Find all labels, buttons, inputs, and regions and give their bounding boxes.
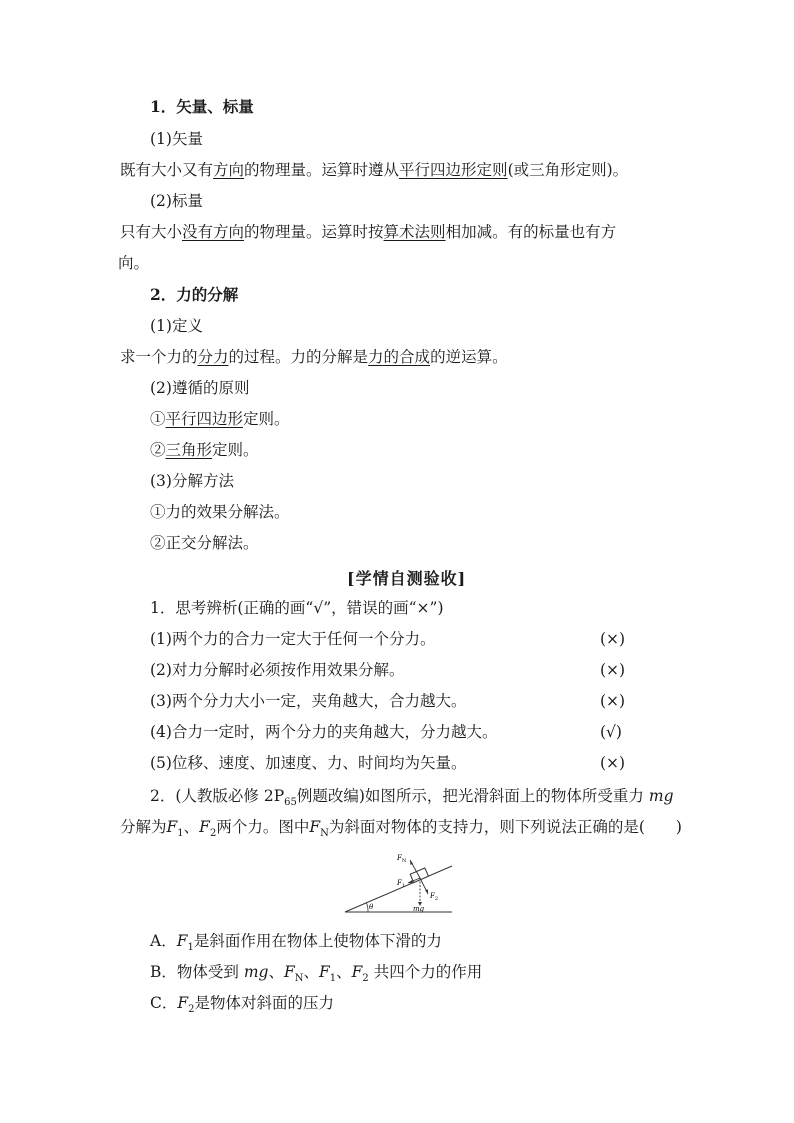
q1-item-1: (1)两个力的合力一定大于任何一个分力。 <box>150 630 436 648</box>
q1-item-2: (2)对力分解时必须按作用效果分解。 <box>150 661 405 679</box>
q1-mark-3: (×) <box>600 692 626 710</box>
option-b[interactable]: B．物体受到 mg、$F_N$、$F_1$、$F_2$ 共四个力的作用 <box>150 963 483 985</box>
q1-mark-4: (√) <box>600 723 622 741</box>
heading-vector-scalar: 1．矢量、标量 <box>150 97 254 116</box>
option-c[interactable]: C．$F_2$是物体对斜面的压力 <box>150 994 335 1016</box>
q1-item-5: (5)位移、速度、加速度、力、时间均为矢量。 <box>150 754 467 772</box>
label-f2: $F_2$ <box>430 892 439 902</box>
paragraph-scalar-cont: 向。 <box>118 254 150 272</box>
principle-1: ①平行四边形定则。 <box>150 410 290 428</box>
method-1: ①力的效果分解法。 <box>150 503 290 521</box>
subheading-vector: (1)矢量 <box>150 130 203 148</box>
q1-item-3: (3)两个分力大小一定，夹角越大，合力越大。 <box>150 692 467 710</box>
incline-line <box>345 866 452 912</box>
paragraph-definition: 求一个力的分力的过程。力的分解是力的合成的逆运算。 <box>120 348 508 366</box>
paragraph-vector: 既有大小又有方向的物理量。运算时遵从平行四边形定则(或三角形定则)。 <box>120 161 629 179</box>
subheading-methods: (3)分解方法 <box>150 472 234 490</box>
incline-diagram <box>340 848 460 918</box>
q1-mark-1: (×) <box>600 630 626 648</box>
q2-stem-line1: 2．(人教版必修 $2P_{65}$例题改编)如图所示，把光滑斜面上的物体所受重力 mg <box>150 787 674 809</box>
label-mg: mg <box>413 905 425 913</box>
method-2: ②正交分解法。 <box>150 534 259 552</box>
principle-2: ②三角形定则。 <box>150 441 259 459</box>
block <box>410 868 428 883</box>
subheading-principles: (2)遵循的原则 <box>150 379 250 397</box>
section-title: [学情自测验收] <box>347 569 467 588</box>
q2-stem-line2: 分解为$F_1$、$F_2$两个力。图中$F_N$为斜面对物体的支持力，则下列说法正确的是( ) <box>120 818 682 840</box>
label-f1: $F_1$ <box>397 879 406 889</box>
paragraph-scalar: 只有大小没有方向的物理量。运算时按算术法则相加减。有的标量也有方 <box>120 223 617 241</box>
q1-item-4: (4)合力一定时，两个分力的夹角越大，分力越大。 <box>150 723 498 741</box>
q1-stem: 1．思考辨析(正确的画“√”，错误的画“×”) <box>150 599 444 617</box>
q1-mark-2: (×) <box>600 661 626 679</box>
subheading-scalar: (2)标量 <box>150 192 203 210</box>
label-theta: θ <box>369 903 374 911</box>
option-a[interactable]: A．$F_1$是斜面作用在物体上使物体下滑的力 <box>150 932 442 954</box>
label-fn: $F_N$ <box>397 854 407 864</box>
subheading-definition: (1)定义 <box>150 317 203 335</box>
angle-arc <box>367 903 369 912</box>
q1-mark-5: (×) <box>600 754 626 772</box>
heading-force-decomposition: 2．力的分解 <box>150 285 239 304</box>
